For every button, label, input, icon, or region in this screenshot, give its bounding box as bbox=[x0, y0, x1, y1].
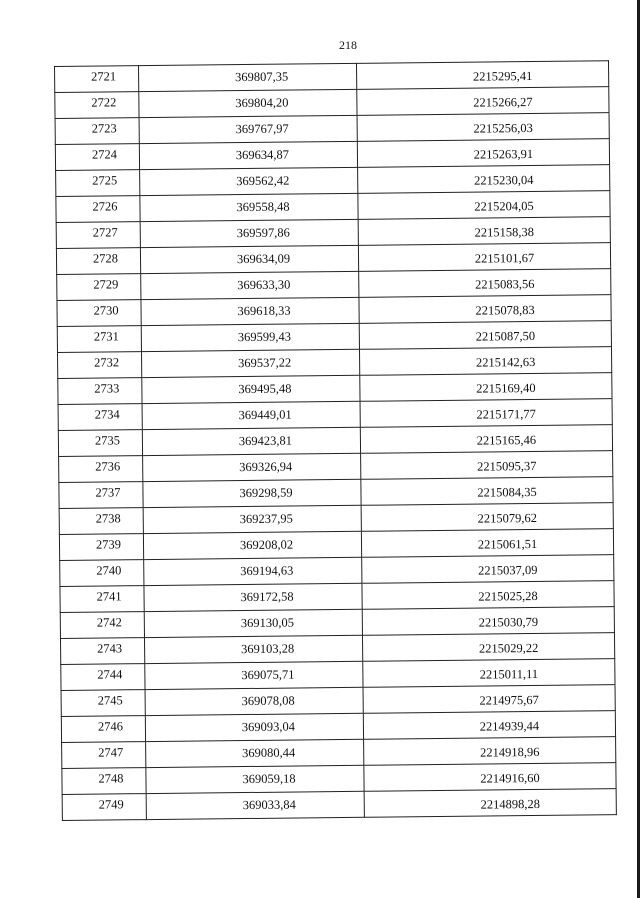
point-number-cell bbox=[62, 794, 146, 821]
x-coordinate-cell bbox=[141, 323, 359, 351]
x-coordinate-cell bbox=[142, 401, 360, 429]
point-number-cell bbox=[58, 378, 142, 405]
point-number-cell bbox=[59, 534, 143, 561]
y-coordinate-cell-text: 2215037,09 bbox=[478, 562, 538, 578]
y-coordinate-cell bbox=[357, 87, 609, 116]
y-coordinate-cell bbox=[361, 477, 613, 506]
point-number-cell-text: 2730 bbox=[93, 303, 119, 318]
point-number-cell bbox=[56, 222, 140, 249]
x-coordinate-cell-text: 369807,35 bbox=[234, 69, 289, 85]
y-coordinate-cell-text: 2214916,60 bbox=[480, 770, 540, 786]
x-coordinate-cell bbox=[142, 375, 360, 403]
point-number-cell bbox=[55, 66, 139, 93]
point-number-cell bbox=[58, 352, 142, 379]
x-coordinate-cell-text: 369599,43 bbox=[237, 329, 291, 345]
y-coordinate-cell bbox=[364, 789, 616, 818]
point-number-cell-text: 2726 bbox=[92, 199, 118, 214]
point-number-cell-text: 2747 bbox=[98, 745, 124, 760]
y-coordinate-cell-text: 2215029,22 bbox=[478, 640, 539, 656]
point-number-cell bbox=[57, 300, 141, 327]
x-coordinate-cell bbox=[144, 557, 362, 585]
y-coordinate-cell bbox=[358, 191, 610, 220]
x-coordinate-cell bbox=[139, 63, 357, 91]
y-coordinate-cell bbox=[360, 373, 612, 402]
x-coordinate-cell-text: 369633,30 bbox=[237, 277, 291, 293]
y-coordinate-cell bbox=[362, 633, 614, 662]
x-coordinate-cell bbox=[144, 609, 362, 637]
y-coordinate-cell-text: 2215095,37 bbox=[476, 458, 537, 474]
x-coordinate-cell bbox=[146, 765, 364, 793]
point-number-cell-text: 2728 bbox=[92, 251, 119, 266]
point-number-cell-text: 2743 bbox=[97, 641, 123, 656]
x-coordinate-cell bbox=[146, 791, 364, 819]
table-body bbox=[55, 61, 617, 821]
point-number-cell bbox=[60, 638, 144, 665]
x-coordinate-cell-text: 369298,59 bbox=[239, 485, 293, 501]
point-number-cell bbox=[55, 92, 139, 119]
point-number-cell-text: 2723 bbox=[91, 121, 117, 136]
y-coordinate-cell bbox=[357, 113, 609, 142]
x-coordinate-cell bbox=[140, 193, 358, 221]
y-coordinate-cell bbox=[358, 217, 610, 246]
point-number-cell-text: 2748 bbox=[98, 771, 124, 786]
y-coordinate-cell-text: 2214898,28 bbox=[480, 796, 541, 812]
x-coordinate-cell bbox=[140, 219, 358, 247]
x-coordinate-cell-text: 369634,09 bbox=[236, 251, 291, 267]
point-number-cell bbox=[61, 664, 145, 691]
point-number-cell bbox=[55, 118, 139, 145]
y-coordinate-cell-text: 2215083,56 bbox=[475, 276, 535, 292]
point-number-cell-text: 2733 bbox=[94, 381, 120, 396]
y-coordinate-cell bbox=[361, 529, 613, 558]
x-coordinate-cell-text: 369103,28 bbox=[240, 641, 295, 657]
x-coordinate-cell-text: 369075,71 bbox=[241, 667, 295, 683]
point-number-cell bbox=[60, 560, 144, 587]
point-number-cell bbox=[56, 248, 140, 275]
point-number-cell bbox=[59, 508, 143, 535]
y-coordinate-cell bbox=[359, 347, 611, 376]
y-coordinate-cell bbox=[363, 659, 615, 688]
y-coordinate-cell bbox=[360, 425, 612, 454]
point-number-cell bbox=[58, 404, 142, 431]
y-coordinate-cell bbox=[361, 503, 613, 532]
point-number-cell-text: 2742 bbox=[96, 615, 122, 630]
x-coordinate-cell bbox=[139, 141, 357, 169]
x-coordinate-cell-text: 369080,44 bbox=[242, 745, 296, 761]
y-coordinate-cell bbox=[356, 61, 608, 90]
y-coordinate-cell-text: 2215061,51 bbox=[477, 536, 538, 552]
x-coordinate-cell bbox=[140, 245, 358, 273]
point-number-cell bbox=[60, 586, 144, 613]
y-coordinate-cell bbox=[362, 581, 614, 610]
x-coordinate-cell bbox=[143, 453, 361, 481]
point-number-cell-text: 2739 bbox=[95, 537, 122, 552]
page-number: 218 bbox=[339, 38, 357, 52]
x-coordinate-cell bbox=[141, 271, 359, 299]
y-coordinate-cell-text: 2215078,83 bbox=[475, 302, 535, 318]
x-coordinate-cell-text: 369237,95 bbox=[239, 511, 293, 527]
point-number-cell-text: 2735 bbox=[94, 433, 120, 448]
point-number-cell-text: 2734 bbox=[94, 407, 120, 422]
x-coordinate-cell-text: 369194,63 bbox=[240, 563, 294, 579]
y-coordinate-cell-text: 2215084,35 bbox=[477, 484, 537, 500]
x-coordinate-cell bbox=[145, 687, 363, 715]
x-coordinate-cell bbox=[145, 661, 363, 689]
point-number-cell bbox=[56, 196, 140, 223]
x-coordinate-cell-text: 369059,18 bbox=[242, 771, 296, 787]
y-coordinate-cell-text: 2215266,27 bbox=[473, 94, 533, 110]
x-coordinate-cell-text: 369562,42 bbox=[236, 173, 290, 189]
point-number-cell-text: 2732 bbox=[94, 355, 120, 370]
x-coordinate-cell-text: 369558,48 bbox=[236, 199, 290, 215]
x-coordinate-cell bbox=[146, 739, 364, 767]
x-coordinate-cell bbox=[145, 713, 363, 741]
y-coordinate-cell bbox=[361, 451, 613, 480]
x-coordinate-cell-text: 369326,94 bbox=[239, 459, 293, 475]
point-number-cell-text: 2729 bbox=[93, 277, 119, 292]
point-number-cell-text: 2736 bbox=[95, 459, 121, 474]
y-coordinate-cell-text: 2215025,28 bbox=[478, 588, 538, 604]
x-coordinate-cell bbox=[144, 635, 362, 663]
point-number-cell bbox=[57, 274, 141, 301]
point-number-cell bbox=[61, 716, 145, 743]
y-coordinate-cell-text: 2214918,96 bbox=[479, 744, 540, 760]
point-number-cell-text: 2727 bbox=[92, 225, 118, 240]
point-number-cell-text: 2737 bbox=[95, 485, 121, 500]
y-coordinate-cell-text: 2215256,03 bbox=[473, 120, 533, 136]
point-number-cell bbox=[62, 742, 146, 769]
y-coordinate-cell-text: 2214939,44 bbox=[479, 718, 540, 734]
coordinates-table-wrapper bbox=[54, 60, 616, 821]
point-number-cell bbox=[62, 768, 146, 795]
point-number-cell bbox=[58, 430, 142, 457]
x-coordinate-cell bbox=[144, 583, 362, 611]
point-number-cell bbox=[57, 326, 141, 353]
point-number-cell-text: 2741 bbox=[96, 589, 122, 604]
y-coordinate-cell-text: 2215171,77 bbox=[476, 406, 536, 422]
y-coordinate-cell bbox=[363, 685, 615, 714]
y-coordinate-cell-text: 2215263,91 bbox=[473, 146, 534, 162]
x-coordinate-cell-text: 369078,08 bbox=[241, 693, 295, 709]
y-coordinate-cell-text: 2215011,11 bbox=[479, 666, 539, 682]
point-number-cell-text: 2721 bbox=[91, 69, 117, 84]
x-coordinate-cell-text: 369767,97 bbox=[235, 121, 289, 137]
point-number-cell bbox=[60, 612, 144, 639]
point-number-cell-text: 2740 bbox=[96, 563, 122, 578]
y-coordinate-cell bbox=[359, 269, 611, 298]
point-number-cell-text: 2745 bbox=[97, 693, 123, 708]
x-coordinate-cell-text: 369495,48 bbox=[238, 381, 292, 397]
y-coordinate-cell-text: 2215230,04 bbox=[473, 172, 534, 188]
y-coordinate-cell-text: 2215295,41 bbox=[472, 68, 533, 84]
x-coordinate-cell-text: 369597,86 bbox=[236, 225, 290, 241]
y-coordinate-cell-text: 2214975,67 bbox=[479, 692, 539, 708]
x-coordinate-cell bbox=[139, 89, 357, 117]
point-number-cell-text: 2731 bbox=[93, 329, 119, 344]
y-coordinate-cell bbox=[358, 243, 610, 272]
point-number-cell bbox=[61, 690, 145, 717]
point-number-cell bbox=[56, 170, 140, 197]
y-coordinate-cell-text: 2215165,46 bbox=[476, 432, 537, 448]
y-coordinate-cell-text: 2215169,40 bbox=[476, 380, 536, 396]
y-coordinate-cell bbox=[362, 555, 614, 584]
x-coordinate-cell bbox=[142, 427, 360, 455]
x-coordinate-cell-text: 369634,87 bbox=[235, 147, 290, 163]
y-coordinate-cell bbox=[357, 139, 609, 168]
point-number-cell-text: 2746 bbox=[97, 719, 123, 734]
x-coordinate-cell bbox=[141, 349, 359, 377]
point-number-cell bbox=[55, 144, 139, 171]
x-coordinate-cell bbox=[143, 479, 361, 507]
point-number-cell-text: 2738 bbox=[95, 511, 121, 526]
y-coordinate-cell bbox=[363, 711, 615, 740]
y-coordinate-cell-text: 2215101,67 bbox=[474, 250, 535, 266]
y-coordinate-cell-text: 2215142,63 bbox=[475, 354, 536, 370]
x-coordinate-cell-text: 369449,01 bbox=[238, 407, 292, 423]
table-row bbox=[62, 789, 616, 821]
y-coordinate-cell-text: 2215204,05 bbox=[474, 198, 534, 214]
point-number-cell bbox=[59, 482, 143, 509]
x-coordinate-cell bbox=[139, 115, 357, 143]
point-number-cell-text: 2725 bbox=[92, 173, 118, 188]
x-coordinate-cell-text: 369804,20 bbox=[235, 95, 289, 111]
x-coordinate-cell-text: 369033,84 bbox=[242, 797, 296, 813]
point-number-cell-text: 2722 bbox=[91, 95, 117, 110]
point-number-cell-text: 2744 bbox=[97, 667, 123, 682]
y-coordinate-cell-text: 2215158,38 bbox=[474, 224, 535, 240]
coordinates-table bbox=[54, 60, 617, 821]
x-coordinate-cell bbox=[140, 167, 358, 195]
x-coordinate-cell-text: 369618,33 bbox=[237, 303, 291, 319]
x-coordinate-cell-text: 369093,04 bbox=[241, 719, 296, 735]
y-coordinate-cell bbox=[364, 737, 616, 766]
y-coordinate-cell bbox=[358, 165, 610, 194]
x-coordinate-cell bbox=[143, 505, 361, 533]
x-coordinate-cell-text: 369172,58 bbox=[240, 589, 294, 605]
y-coordinate-cell bbox=[364, 763, 616, 792]
point-number-cell-text: 2724 bbox=[91, 147, 118, 162]
x-coordinate-cell-text: 369208,02 bbox=[239, 537, 294, 553]
x-coordinate-cell-text: 369537,22 bbox=[237, 355, 292, 371]
y-coordinate-cell bbox=[360, 399, 612, 428]
y-coordinate-cell bbox=[359, 321, 611, 350]
x-coordinate-cell bbox=[143, 531, 361, 559]
y-coordinate-cell-text: 2215030,79 bbox=[478, 614, 539, 630]
x-coordinate-cell bbox=[141, 297, 359, 325]
point-number-cell-text: 2749 bbox=[98, 797, 124, 812]
y-coordinate-cell bbox=[359, 295, 611, 324]
x-coordinate-cell-text: 369130,05 bbox=[240, 615, 294, 631]
x-coordinate-cell-text: 369423,81 bbox=[238, 433, 293, 449]
y-coordinate-cell bbox=[362, 607, 614, 636]
point-number-cell bbox=[59, 456, 143, 483]
y-coordinate-cell-text: 2215087,50 bbox=[475, 328, 536, 344]
y-coordinate-cell-text: 2215079,62 bbox=[477, 510, 538, 526]
